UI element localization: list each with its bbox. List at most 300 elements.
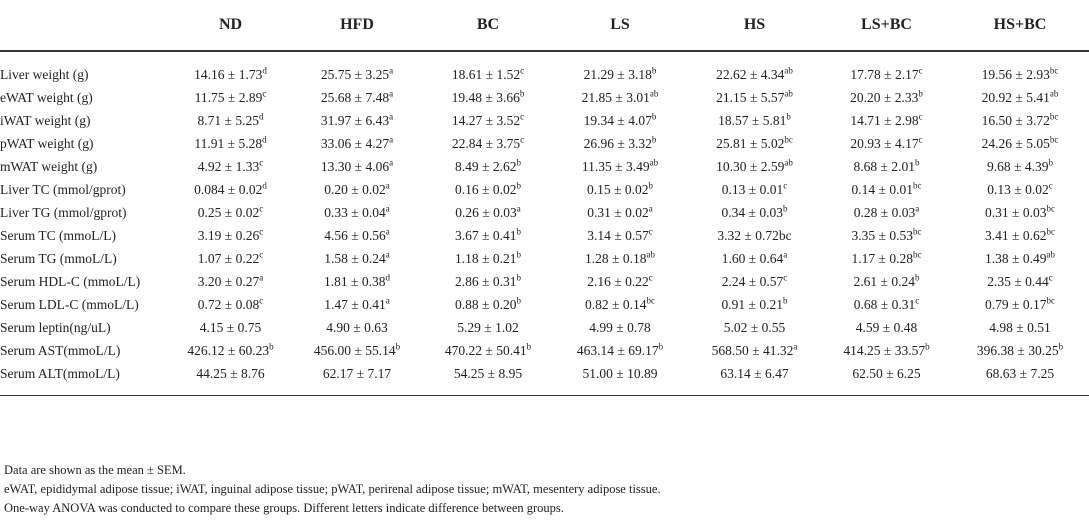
significance-letter: a xyxy=(648,203,653,213)
table-cell xyxy=(951,224,1089,247)
significance-letter: b xyxy=(516,180,521,190)
table-cell xyxy=(951,247,1089,270)
table-cell xyxy=(170,362,291,396)
significance-letter: a xyxy=(389,111,394,121)
cell-value: 62.17 ± 7.17 xyxy=(322,365,392,381)
significance-letter: d xyxy=(385,272,390,282)
cell-value: 31.97 ± 6.43 xyxy=(320,112,390,128)
table-cell xyxy=(291,339,423,362)
cell-value: 3.35 ± 0.53 xyxy=(851,227,913,243)
header-cell: HFD xyxy=(291,0,423,51)
significance-letter: b xyxy=(914,272,920,282)
table-cell xyxy=(951,51,1089,86)
significance-letter: c xyxy=(259,249,264,259)
header-cell xyxy=(0,0,170,51)
table-cell xyxy=(291,270,423,293)
cell-value: 3.32 ± 0.72bc xyxy=(717,227,792,243)
significance-letter: b xyxy=(1058,341,1064,351)
significance-letter: ab xyxy=(1046,249,1055,259)
cell-value: 17.78 ± 2.17 xyxy=(850,66,919,82)
cell-value: 3.14 ± 0.57 xyxy=(587,227,649,243)
cell-value: 0.26 ± 0.03 xyxy=(455,204,517,220)
significance-letter: c xyxy=(1048,180,1053,190)
significance-letter: b xyxy=(526,341,532,351)
header-row xyxy=(0,0,1089,51)
table-cell xyxy=(553,109,687,132)
table-row xyxy=(0,51,1089,86)
significance-letter: c xyxy=(520,111,525,121)
cell-value: 1.47 ± 0.41 xyxy=(324,296,386,312)
row-label: Liver weight (g) xyxy=(0,66,89,82)
cell-value: 568.50 ± 41.32 xyxy=(711,342,794,358)
significance-letter: b xyxy=(516,295,521,305)
row-label: mWAT weight (g) xyxy=(0,158,98,174)
significance-letter: a xyxy=(385,226,390,236)
table-row xyxy=(0,224,1089,247)
significance-letter: bc xyxy=(1046,226,1055,236)
significance-letter: a xyxy=(389,134,394,144)
cell-value: 19.34 ± 4.07 xyxy=(583,112,652,128)
cell-value: 1.17 ± 0.28 xyxy=(851,250,913,266)
significance-letter: b xyxy=(925,341,930,351)
cell-value: 24.26 ± 5.05 xyxy=(981,135,1050,151)
note-line: Data are shown as the mean ± SEM. xyxy=(4,463,186,477)
table-cell xyxy=(291,316,423,339)
note-line: One-way ANOVA was conducted to compare these groups. Different letters indicate difference between groups. xyxy=(4,501,564,515)
cell-value: 1.81 ± 0.38 xyxy=(324,273,386,289)
significance-letter: b xyxy=(651,134,657,144)
table-row xyxy=(0,270,1089,293)
significance-letter: b xyxy=(395,341,401,351)
table-row xyxy=(0,201,1089,224)
header-cell: LS xyxy=(553,0,687,51)
significance-letter: c xyxy=(918,65,923,75)
table-cell xyxy=(291,247,423,270)
cell-value: 4.98 ± 0.51 xyxy=(989,319,1051,335)
cell-value: 4.99 ± 0.78 xyxy=(589,319,651,335)
significance-letter: a xyxy=(389,88,394,98)
table-cell xyxy=(687,362,822,396)
row-label: iWAT weight (g) xyxy=(0,112,91,128)
table-cell xyxy=(822,178,951,201)
table-cell xyxy=(951,316,1089,339)
cell-value: 8.71 ± 5.25 xyxy=(197,112,259,128)
table-cell xyxy=(822,247,951,270)
cell-value: 11.75 ± 2.89 xyxy=(194,89,263,105)
table-row xyxy=(0,247,1089,270)
table-cell xyxy=(687,109,822,132)
significance-letter: c xyxy=(783,272,788,282)
cell-value: 0.31 ± 0.03 xyxy=(985,204,1047,220)
significance-letter: b xyxy=(782,295,788,305)
cell-value: 0.25 ± 0.02 xyxy=(197,204,260,220)
table-cell xyxy=(951,132,1089,155)
cell-value: 3.20 ± 0.27 xyxy=(197,273,260,289)
cell-value: 414.25 ± 33.57 xyxy=(843,342,926,358)
row-label: Serum TG (mmoL/L) xyxy=(0,250,117,266)
significance-letter: c xyxy=(259,203,264,213)
table-cell xyxy=(951,109,1089,132)
cell-value: 25.81 ± 5.02 xyxy=(716,135,785,151)
cell-value: 18.57 ± 5.81 xyxy=(718,112,787,128)
significance-letter: c xyxy=(1048,272,1053,282)
table-cell xyxy=(423,178,553,201)
table-cell xyxy=(687,224,822,247)
significance-letter: a xyxy=(915,203,920,213)
significance-letter: bc xyxy=(912,180,922,190)
significance-letter: a xyxy=(385,295,390,305)
row-label: Serum leptin(ng/uL) xyxy=(0,319,111,335)
table-cell xyxy=(687,270,822,293)
table-cell xyxy=(170,178,291,201)
row-label: Liver TC (mmol/gprot) xyxy=(0,181,126,197)
cell-value: 21.15 ± 5.57 xyxy=(716,89,785,105)
table-cell xyxy=(170,224,291,247)
cell-value: 3.41 ± 0.62 xyxy=(985,227,1047,243)
table-cell xyxy=(170,293,291,316)
cell-value: 2.61 ± 0.24 xyxy=(853,273,915,289)
cell-value: 1.18 ± 0.21 xyxy=(455,250,517,266)
table-cell xyxy=(951,178,1089,201)
table-cell xyxy=(553,178,687,201)
table-cell xyxy=(170,109,291,132)
significance-letter: b xyxy=(516,272,521,282)
significance-letter: c xyxy=(259,226,264,236)
cell-value: 0.72 ± 0.08 xyxy=(197,296,260,312)
significance-letter: c xyxy=(648,226,653,236)
table-cell xyxy=(423,51,553,86)
cell-value: 25.68 ± 7.48 xyxy=(320,89,390,105)
significance-letter: ab xyxy=(784,88,793,98)
significance-letter: b xyxy=(519,88,525,98)
significance-letter: c xyxy=(262,88,267,98)
table-row xyxy=(0,178,1089,201)
table-cell xyxy=(423,339,553,362)
row-label: Serum TC (mmoL/L) xyxy=(0,227,116,243)
table-cell xyxy=(170,316,291,339)
significance-letter: b xyxy=(269,341,274,351)
cell-value: 5.29 ± 1.02 xyxy=(457,319,519,335)
table-cell xyxy=(291,293,423,316)
significance-letter: bc xyxy=(646,295,655,305)
table-cell xyxy=(553,362,687,396)
cell-value: 20.92 ± 5.41 xyxy=(981,89,1050,105)
significance-letter: a xyxy=(783,249,788,259)
table-row xyxy=(0,293,1089,316)
table-cell xyxy=(822,109,951,132)
significance-letter: ab xyxy=(649,157,659,167)
table-cell xyxy=(291,132,423,155)
cell-value: 0.13 ± 0.02 xyxy=(987,181,1049,197)
significance-letter: a xyxy=(385,249,390,259)
table-cell xyxy=(951,155,1089,178)
cell-value: 14.71 ± 2.98 xyxy=(850,112,919,128)
cell-value: 63.14 ± 6.47 xyxy=(720,365,789,381)
cell-value: 0.13 ± 0.01 xyxy=(721,181,784,197)
row-label: Serum AST(mmoL/L) xyxy=(0,342,121,358)
significance-letter: b xyxy=(516,249,521,259)
header-cell: HS xyxy=(687,0,822,51)
cell-value: 0.82 ± 0.14 xyxy=(585,296,647,312)
table-cell xyxy=(687,316,822,339)
cell-value: 1.60 ± 0.64 xyxy=(721,250,784,266)
cell-value: 5.02 ± 0.55 xyxy=(723,319,786,335)
cell-value: 4.56 ± 0.56 xyxy=(324,227,386,243)
cell-value: 0.34 ± 0.03 xyxy=(721,204,783,220)
table-cell xyxy=(291,155,423,178)
table-cell xyxy=(423,201,553,224)
significance-letter: b xyxy=(516,226,521,236)
cell-value: 62.50 ± 6.25 xyxy=(852,365,921,381)
significance-letter: c xyxy=(783,180,788,190)
significance-letter: c xyxy=(259,157,264,167)
table-cell xyxy=(553,293,687,316)
significance-letter: b xyxy=(648,180,653,190)
significance-letter: c xyxy=(259,295,264,305)
table-cell xyxy=(687,339,822,362)
table-cell xyxy=(170,247,291,270)
cell-value: 0.084 ± 0.02 xyxy=(194,181,263,197)
table-cell xyxy=(553,339,687,362)
significance-letter: b xyxy=(786,111,791,121)
row-label: Serum ALT(mmoL/L) xyxy=(0,362,170,396)
table-cell xyxy=(423,362,553,396)
cell-value: 1.38 ± 0.49 xyxy=(985,250,1047,266)
cell-value: 44.25 ± 8.76 xyxy=(196,365,265,381)
row-label: Serum HDL-C (mmoL/L) xyxy=(0,273,141,289)
table-row xyxy=(0,339,1089,362)
significance-letter: a xyxy=(389,65,394,75)
table-cell xyxy=(822,339,951,362)
significance-letter: b xyxy=(918,88,923,98)
table-cell xyxy=(951,339,1089,362)
table-cell xyxy=(687,247,822,270)
row-label: Serum LDL-C (mmoL/L) xyxy=(0,296,139,312)
cell-value: 0.31 ± 0.02 xyxy=(587,204,649,220)
table-cell xyxy=(423,316,553,339)
significance-letter: b xyxy=(651,65,657,75)
header-cell: LS+BC xyxy=(822,0,951,51)
significance-letter: ab xyxy=(1049,88,1059,98)
table-body xyxy=(0,51,1089,396)
table-cell xyxy=(553,86,687,109)
table-cell xyxy=(822,201,951,224)
significance-letter: c xyxy=(915,295,920,305)
table-cell xyxy=(291,51,423,86)
cell-value: 0.28 ± 0.03 xyxy=(853,204,916,220)
cell-value: 1.07 ± 0.22 xyxy=(197,250,260,266)
cell-value: 0.88 ± 0.20 xyxy=(455,296,517,312)
significance-letter: b xyxy=(914,157,920,167)
significance-letter: d xyxy=(262,134,267,144)
cell-value: 19.56 ± 2.93 xyxy=(981,66,1050,82)
significance-letter: bc xyxy=(1049,134,1059,144)
cell-value: 2.24 ± 0.57 xyxy=(721,273,784,289)
cell-value: 19.48 ± 3.66 xyxy=(451,89,520,105)
significance-letter: d xyxy=(262,65,267,75)
significance-letter: bc xyxy=(1049,65,1059,75)
significance-letter: bc xyxy=(912,249,922,259)
significance-letter: ab xyxy=(784,157,793,167)
table-cell xyxy=(822,51,951,86)
table-cell xyxy=(423,155,553,178)
table-cell xyxy=(423,270,553,293)
table-cell xyxy=(553,270,687,293)
table-cell xyxy=(423,86,553,109)
table-cell xyxy=(291,362,423,396)
significance-letter: a xyxy=(516,203,521,213)
cell-value: 14.27 ± 3.52 xyxy=(451,112,521,128)
table-cell xyxy=(291,109,423,132)
cell-value: 0.16 ± 0.02 xyxy=(455,181,517,197)
cell-value: 0.91 ± 0.21 xyxy=(721,296,783,312)
table-cell xyxy=(822,362,951,396)
table-cell xyxy=(423,109,553,132)
row-label: Liver TG (mmol/gprot) xyxy=(0,204,127,220)
table-cell xyxy=(553,132,687,155)
cell-value: 18.61 ± 1.52 xyxy=(451,66,521,82)
significance-letter: ab xyxy=(646,249,655,259)
significance-letter: b xyxy=(658,341,664,351)
significance-letter: a xyxy=(385,203,390,213)
significance-letter: c xyxy=(918,111,923,121)
cell-value: 4.90 ± 0.63 xyxy=(326,319,388,335)
header-cell: HS+BC xyxy=(951,0,1089,51)
significance-letter: c xyxy=(520,65,525,75)
significance-letter: c xyxy=(918,134,923,144)
cell-value: 11.35 ± 3.49 xyxy=(581,158,650,174)
significance-letter: b xyxy=(1048,157,1053,167)
cell-value: 54.25 ± 8.95 xyxy=(453,365,523,381)
cell-value: 68.63 ± 7.25 xyxy=(985,365,1055,381)
table-row xyxy=(0,316,1089,339)
table-cell xyxy=(170,270,291,293)
table-cell xyxy=(170,132,291,155)
significance-letter: d xyxy=(262,180,267,190)
table-notes xyxy=(4,461,661,518)
header-cell: BC xyxy=(423,0,553,51)
table-cell xyxy=(170,339,291,362)
cell-value: 9.68 ± 4.39 xyxy=(987,158,1049,174)
significance-letter: b xyxy=(516,157,521,167)
cell-value: 3.19 ± 0.26 xyxy=(197,227,260,243)
table-cell xyxy=(687,51,822,86)
cell-value: 3.67 ± 0.41 xyxy=(455,227,517,243)
table-cell xyxy=(687,178,822,201)
cell-value: 1.28 ± 0.18 xyxy=(585,250,647,266)
note-line: eWAT, epididymal adipose tissue; iWAT, inguinal adipose tissue; pWAT, perirenal adipose tissue; mWAT, mesentery adipose tissue. xyxy=(4,482,661,496)
significance-letter: d xyxy=(258,111,264,121)
table-cell xyxy=(170,86,291,109)
significance-letter: ab xyxy=(784,65,793,75)
cell-value: 456.00 ± 55.14 xyxy=(313,342,396,358)
table-cell xyxy=(423,132,553,155)
table-cell xyxy=(951,293,1089,316)
table-cell xyxy=(687,86,822,109)
cell-value: 26.96 ± 3.32 xyxy=(583,135,652,151)
table-cell xyxy=(687,155,822,178)
cell-value: 4.59 ± 0.48 xyxy=(855,319,918,335)
table-cell xyxy=(553,201,687,224)
table-cell xyxy=(687,293,822,316)
table-cell xyxy=(291,224,423,247)
cell-value: 20.93 ± 4.17 xyxy=(850,135,919,151)
header-cell: ND xyxy=(170,0,291,51)
table-cell xyxy=(553,155,687,178)
table-cell xyxy=(822,224,951,247)
cell-value: 21.85 ± 3.01 xyxy=(581,89,650,105)
table-cell xyxy=(553,51,687,86)
cell-value: 0.14 ± 0.01 xyxy=(851,181,913,197)
cell-value: 21.29 ± 3.18 xyxy=(583,66,652,82)
significance-letter: bc xyxy=(784,134,793,144)
cell-value: 0.33 ± 0.04 xyxy=(324,204,386,220)
table-cell xyxy=(553,316,687,339)
table-cell xyxy=(822,316,951,339)
cell-value: 2.35 ± 0.44 xyxy=(987,273,1049,289)
table-row xyxy=(0,362,1089,396)
cell-value: 20.20 ± 2.33 xyxy=(850,89,919,105)
table-cell xyxy=(423,293,553,316)
table-cell xyxy=(170,155,291,178)
table-cell xyxy=(687,132,822,155)
table-cell xyxy=(170,51,291,86)
cell-value: 22.62 ± 4.34 xyxy=(716,66,785,82)
table-cell xyxy=(291,178,423,201)
cell-value: 470.22 ± 50.41 xyxy=(444,342,527,358)
cell-value: 0.20 ± 0.02 xyxy=(324,181,386,197)
table-cell xyxy=(822,270,951,293)
table-cell xyxy=(291,86,423,109)
table-cell xyxy=(951,201,1089,224)
cell-value: 4.15 ± 0.75 xyxy=(199,319,262,335)
cell-value: 10.30 ± 2.59 xyxy=(716,158,785,174)
significance-letter: a xyxy=(385,180,390,190)
cell-value: 4.92 ± 1.33 xyxy=(197,158,260,174)
table-row xyxy=(0,109,1089,132)
table-cell xyxy=(291,201,423,224)
cell-value: 0.68 ± 0.31 xyxy=(853,296,916,312)
cell-value: 33.06 ± 4.27 xyxy=(320,135,390,151)
cell-value: 16.50 ± 3.72 xyxy=(981,112,1050,128)
table-cell xyxy=(822,293,951,316)
significance-letter: c xyxy=(520,134,525,144)
significance-letter: a xyxy=(259,272,264,282)
table-cell xyxy=(553,224,687,247)
cell-value: 426.12 ± 60.23 xyxy=(187,342,270,358)
table-cell xyxy=(951,86,1089,109)
significance-letter: bc xyxy=(1046,203,1055,213)
table-row xyxy=(0,155,1089,178)
table-cell xyxy=(423,247,553,270)
cell-value: 14.16 ± 1.73 xyxy=(194,66,263,82)
significance-letter: c xyxy=(648,272,653,282)
table-cell xyxy=(423,224,553,247)
table-cell xyxy=(170,201,291,224)
cell-value: 51.00 ± 10.89 xyxy=(582,365,658,381)
table-cell xyxy=(553,247,687,270)
significance-letter: bc xyxy=(1046,295,1055,305)
significance-letter: a xyxy=(793,341,798,351)
cell-value: 25.75 ± 3.25 xyxy=(320,66,390,82)
cell-value: 13.30 ± 4.06 xyxy=(320,158,390,174)
cell-value: 0.15 ± 0.02 xyxy=(587,181,649,197)
table-cell xyxy=(951,270,1089,293)
significance-letter: ab xyxy=(649,88,659,98)
row-label: pWAT weight (g) xyxy=(0,135,94,151)
table-cell xyxy=(822,86,951,109)
table-cell xyxy=(822,155,951,178)
